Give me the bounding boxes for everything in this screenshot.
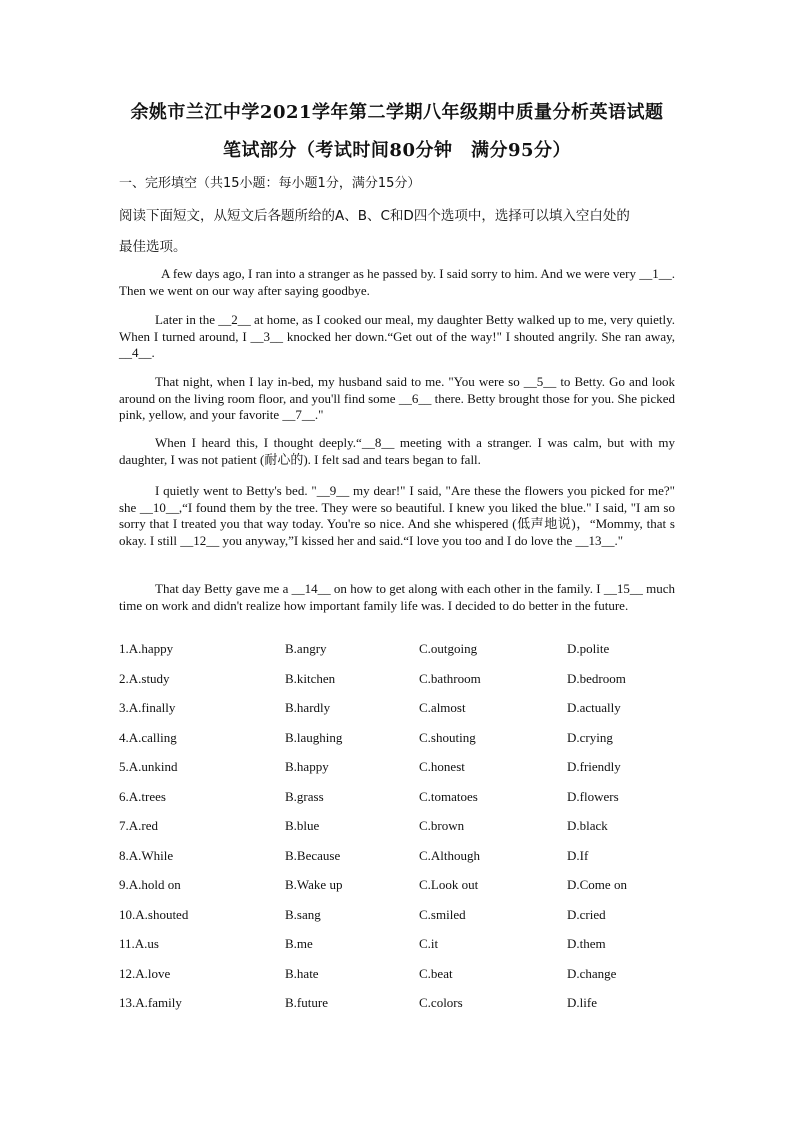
option-c: C.smiled: [419, 906, 466, 922]
option-b: B.Wake up: [285, 877, 343, 892]
option-a: 3.A.finally: [119, 700, 176, 715]
option-b: B.happy: [285, 759, 329, 774]
option-d: D.friendly: [567, 759, 621, 774]
question-row: [119, 848, 679, 878]
option-b: B.angry: [285, 641, 327, 656]
option-b: B.laughing: [285, 729, 343, 745]
option-d: D.cried: [567, 906, 606, 922]
option-c: C.Look out: [419, 877, 479, 892]
option-b: B.me: [285, 936, 313, 951]
option-c: C.honest: [419, 759, 465, 774]
option-a: 10.A.shouted: [119, 906, 189, 922]
option-d: D.If: [567, 847, 589, 863]
question-row: [119, 730, 679, 760]
option-b: B.blue: [285, 818, 320, 833]
passage-paragraph-1: A few days ago, I ran into a stranger as he passed by. I said sorry to him. And we were very __1__. Then we went on our way after saying goodbye.: [119, 266, 675, 298]
option-d: D.life: [567, 995, 597, 1010]
instruction-line-2: 最佳选项。: [119, 239, 187, 255]
option-a: 6.A.trees: [119, 788, 166, 804]
question-row: [119, 966, 679, 996]
option-c: C.almost: [419, 700, 466, 715]
option-d: D.black: [567, 818, 608, 833]
option-a: 2.A.study: [119, 670, 170, 686]
option-a: 7.A.red: [119, 818, 158, 833]
question-row: [119, 700, 679, 730]
passage-paragraph-5: I quietly went to Betty's bed. "__9__ my dear!" I said, "Are these the flowers you picked for me?" she __10__,“I found them by the tree. They were so beautiful. I knew you liked the blue." I said, "I am so sorry that I treated you that way today. You're so nice. And she whispered (低声地说)，“Mommy, that s okay. I still __12__ you anyway,”I kissed her and said.“I love you too and I do love the __13__.": [119, 483, 675, 548]
question-row: [119, 671, 679, 701]
option-c: C.colors: [419, 995, 463, 1010]
passage-paragraph-2: Later in the __2__ at home, as I cooked our meal, my daughter Betty walked up to me, very quietly. When I turned around, I __3__ knocked her down.“Get out of the way!" I shouted angrily. She ran away, __4__.: [119, 312, 675, 360]
question-row: [119, 818, 679, 848]
options-list: [119, 641, 679, 1025]
option-c: C.bathroom: [419, 670, 481, 686]
section-heading: 一、完形填空（共15小题：每小题1分，满分15分）: [119, 176, 421, 191]
option-d: D.change: [567, 965, 617, 981]
option-d: D.Come on: [567, 877, 627, 892]
option-d: D.crying: [567, 729, 613, 745]
option-d: D.flowers: [567, 788, 619, 804]
passage-paragraph-6: That day Betty gave me a __14__ on how to get along with each other in the family. I __15__ much time on work and didn't realize how important family life was. I decided to do better in the future.: [119, 581, 675, 613]
option-a: 5.A.unkind: [119, 759, 178, 774]
option-a: 1.A.happy: [119, 641, 174, 656]
question-row: [119, 759, 679, 789]
option-b: B.hate: [285, 965, 319, 981]
option-c: C.it: [419, 936, 439, 951]
option-a: 4.A.calling: [119, 729, 177, 745]
option-b: B.hardly: [285, 700, 331, 715]
option-c: C.shouting: [419, 729, 476, 745]
option-b: B.kitchen: [285, 670, 336, 686]
option-a: 12.A.love: [119, 965, 171, 981]
option-b: B.future: [285, 995, 328, 1010]
option-d: D.actually: [567, 700, 621, 715]
option-b: B.sang: [285, 906, 321, 922]
question-row: [119, 936, 679, 966]
passage-paragraph-3: That night, when I lay in-bed, my husband said to me. "You were so __5__ to Betty. Go and look around on the living room floor, and you'll find some __6__ there. Betty brought those for you. She picked pink, yellow, and your favorite __7__.": [119, 374, 675, 422]
option-c: C.brown: [419, 818, 465, 833]
question-row: [119, 995, 679, 1025]
option-a: 9.A.hold on: [119, 877, 181, 892]
question-row: [119, 907, 679, 937]
passage-paragraph-4: When I heard this, I thought deeply.“__8__ meeting with a stranger. I was calm, but with my daughter, I was not patient (耐心的). I felt sad and tears began to fall.: [119, 435, 675, 467]
question-row: [119, 877, 679, 907]
option-d: D.them: [567, 936, 606, 951]
option-a: 13.A.family: [119, 995, 182, 1010]
exam-subtitle: 笔试部分（考试时间80分钟 满分95分）: [222, 140, 572, 161]
option-c: C.Although: [419, 847, 481, 863]
question-row: [119, 789, 679, 819]
option-c: C.tomatoes: [419, 788, 478, 804]
question-row: [119, 641, 679, 671]
instruction-line-1: 阅读下面短文，从短文后各题所给的A、B、C和D四个选项中，选择可以填入空白处的: [119, 208, 630, 224]
option-b: B.grass: [285, 788, 324, 804]
option-d: D.bedroom: [567, 670, 626, 686]
option-d: D.polite: [567, 641, 610, 656]
option-c: C.beat: [419, 965, 453, 981]
option-c: C.outgoing: [419, 641, 478, 656]
option-b: B.Because: [285, 847, 341, 863]
option-a: 8.A.While: [119, 847, 174, 863]
exam-title: 余姚市兰江中学2021学年第二学期八年级期中质量分析英语试题: [130, 102, 664, 123]
option-a: 11.A.us: [119, 936, 159, 951]
